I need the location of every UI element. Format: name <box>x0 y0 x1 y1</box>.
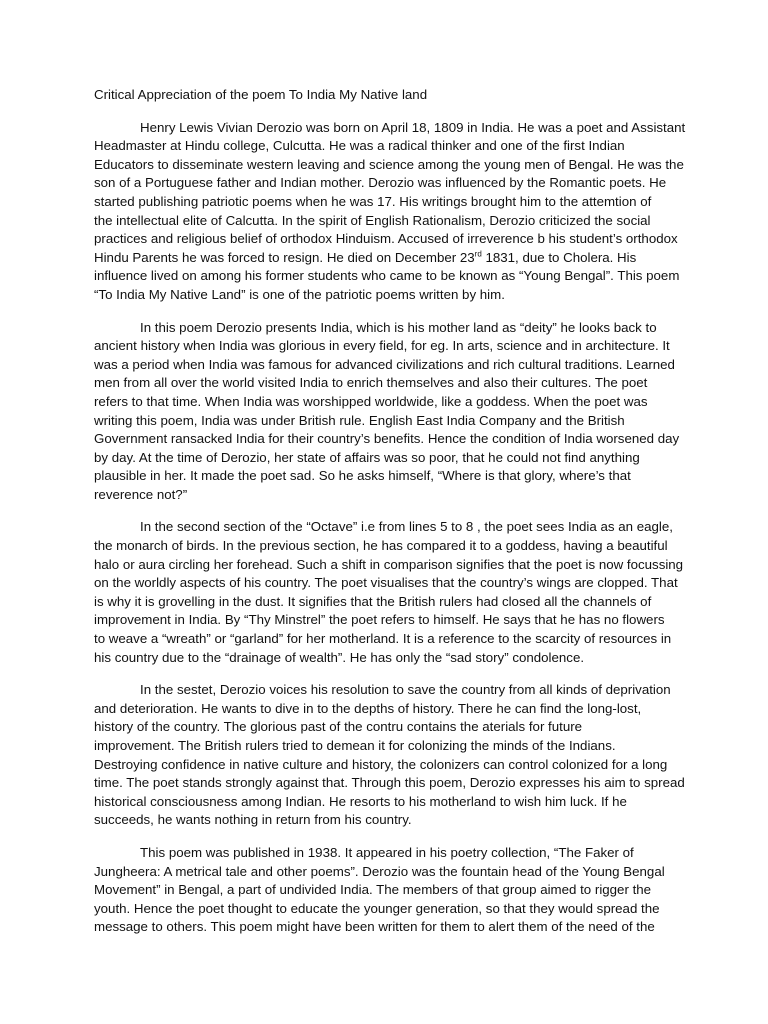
paragraph-line: son of a Portuguese father and Indian mother. Derozio was influenced by the Romantic poets. He <box>94 175 667 191</box>
paragraph-line: men from all over the world visited India to enrich themselves and also their cultures. The poet <box>94 375 648 391</box>
paragraph-line: halo or aura circling her forehead. Such a shift in comparison signifies that the poet is now focussing <box>94 556 684 572</box>
paragraph-line: and deterioration. He wants to dive in to the depths of history. There he can find the long-lost, <box>94 700 642 716</box>
paragraph-line: improvement. The British rulers tried to demean it for colonizing the minds of the Indians. <box>94 738 616 753</box>
paragraph <box>94 319 680 505</box>
document-title: Critical Appreciation of the poem To India My Native land <box>94 87 428 102</box>
paragraph-line: Jungheera: A metrical tale and other poems”. Derozio was the fountain head of the Young Bengal <box>94 863 665 879</box>
paragraph-line: plausible in her. It made the poet sad. So he asks himself, “Where is that glory, where’s that <box>94 468 631 484</box>
paragraph-line: is why it is grovelling in the dust. It signifies that the British rulers had closed all the channels of <box>94 593 652 609</box>
paragraph-line: youth. Hence the poet thought to educate the younger generation, so that they would spread the <box>94 900 660 916</box>
paragraph <box>94 518 684 667</box>
paragraph-line: the intellectual elite of Calcutta. In the spirit of English Rationalism, Derozio criticized the social <box>94 212 651 228</box>
paragraph-line: ancient history when India was glorious in every field, for eg. In arts, science and in architecture. It <box>94 338 670 354</box>
paragraph-line: to weave a “wreath” or “garland” for her motherland. It is a reference to the scarcity of resources in <box>94 631 672 647</box>
paragraph-line: history of the country. The glorious past of the contru contains the aterials for future <box>94 719 583 735</box>
paragraph-line: succeeds, he wants nothing in return from his country. <box>94 812 412 828</box>
paragraph <box>94 844 666 937</box>
paragraph-line: In the sestet, Derozio voices his resolution to save the country from all kinds of deprivation <box>140 682 671 698</box>
paragraph-line: In this poem Derozio presents India, which is his mother land as “deity” he looks back to <box>140 319 657 335</box>
paragraph-line: writing this poem, India was under British rule. English East India Company and the British <box>94 412 625 428</box>
paragraph-line: “To India My Native Land” is one of the patriotic poems written by him. <box>94 286 505 302</box>
paragraph-line: Government ransacked India for their country’s benefits. Hence the condition of India worsened day <box>94 431 680 447</box>
paragraph-line: on the worldly aspects of his country. The poet visualises that the country’s wings are clopped. That <box>94 575 678 591</box>
paragraph <box>94 119 686 305</box>
paragraph-line: Hindu Parents he was forced to resign. He died on December 23rd 1831, due to Cholera. His <box>94 249 637 265</box>
paragraph-line: time. The poet stands strongly against that. Through this poem, Derozio expresses his aim to spread <box>94 775 685 791</box>
paragraph-line: Educators to disseminate western leaving and science among the young men of Bengal. He was the <box>94 156 684 172</box>
paragraph-line: his country due to the “drainage of wealth”. He has only the “sad story” condolence. <box>94 649 585 665</box>
paragraph-line: message to others. This poem might have been written for them to alert them of the need of the <box>94 919 655 935</box>
paragraphs-container <box>94 119 686 937</box>
paragraph-line: influence lived on among his former students who came to be known as “Young Bengal”. This poem <box>94 268 680 284</box>
paragraph-line: was a period when India was famous for advanced civilizations and rich cultural traditions. Learned <box>94 356 675 372</box>
paragraph-line: started publishing patriotic poems when he was 17. His writings brought him to the attemtion of <box>94 193 652 209</box>
paragraph-line: practices and religious belief of orthodox Hinduism. Accused of irreverence b his student’s orthodox <box>94 231 678 247</box>
paragraph-line: refers to that time. When India was worshipped worldwide, like a goddess. When the poet was <box>94 393 648 409</box>
document-body <box>94 86 686 951</box>
paragraph-line: Movement” in Bengal, a part of undivided India. The members of that group aimed to rigger the <box>94 882 652 898</box>
paragraph-line: improvement in India. By “Thy Minstrel” the poet refers to himself. He says that he has no flowers <box>94 612 665 628</box>
paragraph-line: the monarch of birds. In the previous section, he has compared it to a goddess, having a beautiful <box>94 538 668 554</box>
paragraph-line: reverence not?” <box>94 486 188 502</box>
paragraph-line: historical consciousness among Indian. He resorts to his motherland to wish him luck. If he <box>94 793 627 809</box>
paragraph-line: by day. At the time of Derozio, her state of affairs was so poor, that he could not find anything <box>94 449 640 465</box>
paragraph <box>94 681 685 830</box>
paragraph-line: In the second section of the “Octave” i.e from lines 5 to 8 , the poet sees India as an eagle, <box>140 519 673 535</box>
paragraph-line: Henry Lewis Vivian Derozio was born on April 18, 1809 in India. He was a poet and Assistant <box>140 119 686 135</box>
paragraph-line: Destroying confidence in native culture and history, the colonizers can control colonized for a long <box>94 756 668 772</box>
paragraph-line: This poem was published in 1938. It appeared in his poetry collection, “The Faker of <box>140 844 634 860</box>
paragraph-line: Headmaster at Hindu college, Culcutta. He was a radical thinker and one of the first Indian <box>94 138 625 154</box>
